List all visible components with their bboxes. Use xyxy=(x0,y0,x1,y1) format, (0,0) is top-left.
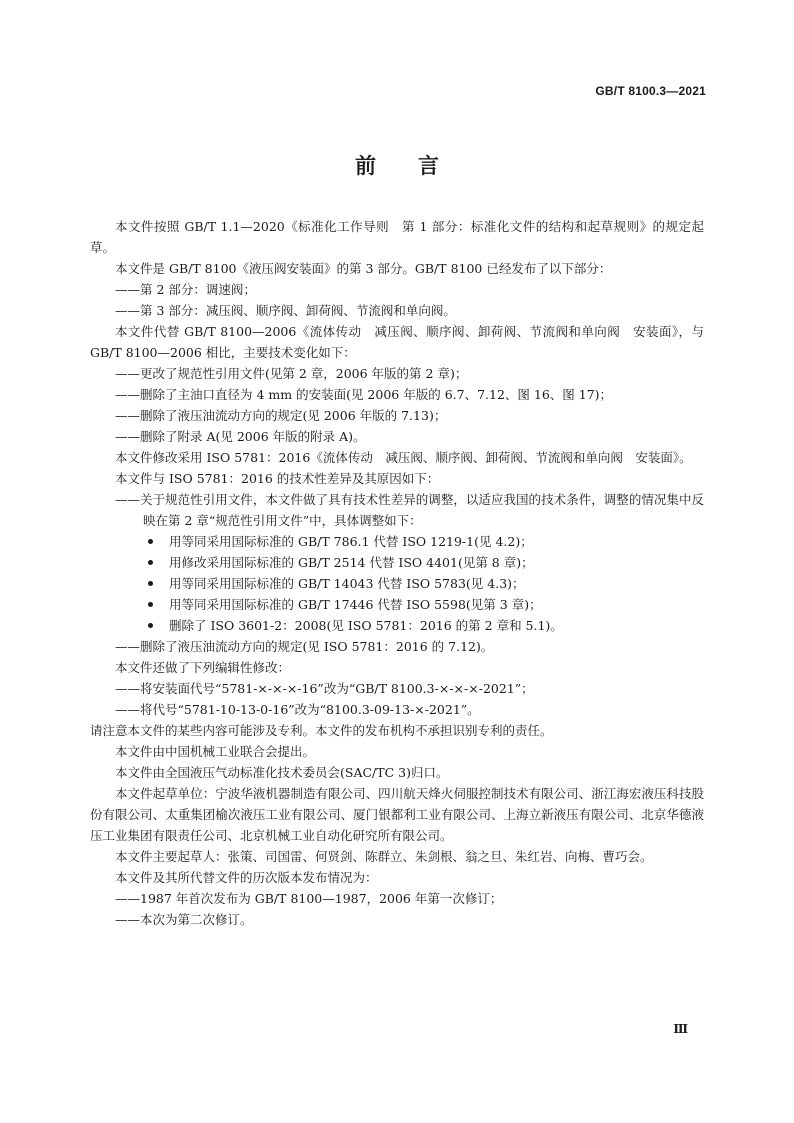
bullet-text: 用等同采用国际标准的 GB/T 17446 代替 ISO 5598(见第 3 章)； xyxy=(169,597,542,612)
paragraph-committee: 本文件由全国液压气动标准化技术委员会(SAC/TC 3)归口。 xyxy=(115,765,449,780)
bullet-icon xyxy=(148,539,153,544)
paragraph-proposer: 本文件由中国机械工业联合会提出。 xyxy=(115,744,316,759)
header-code: GB/T 8100.3—2021 xyxy=(595,84,706,98)
bullet-item xyxy=(90,552,704,573)
page-number: Ⅲ xyxy=(673,1022,688,1036)
list-item: ——本次为第二次修订。 xyxy=(115,912,253,927)
paragraph-patent-notice: 请注意本文件的某些内容可能涉及专利。本文件的发布机构不承担识别专利的责任。 xyxy=(90,723,553,738)
list-item: ——更改了规范性引用文件(见第 2 章，2006 年版的第 2 章)； xyxy=(115,366,468,381)
bullet-item xyxy=(90,573,704,594)
paragraph-drafters: 本文件主要起草人：张策、司国雷、何贤剑、陈群立、朱剑根、翁之旦、朱红岩、向梅、曹巧会。 xyxy=(115,849,653,864)
list-item: ——第 3 部分：减压阀、顺序阀、卸荷阀、节流阀和单向阀。 xyxy=(115,303,456,318)
list-item: ——1987 年首次发布为 GB/T 8100—1987，2006 年第一次修订； xyxy=(115,891,503,906)
list-item: ——第 2 部分：调速阀； xyxy=(115,282,256,297)
bullet-text: 用等同采用国际标准的 GB/T 14043 代替 ISO 5783(见 4.3)； xyxy=(169,576,525,591)
paragraph-drafting-units: 本文件起草单位：宁波华液机器制造有限公司、四川航天烽火伺服控制技术有限公司、浙江海宏液压科技股份有限公司、太重集团榆次液压工业有限公司、厦门银都利工业有限公司、上海立新液压有限公司、北京华德液压工业集团有限责任公司、北京机械工业自动化研究所有限公司。 xyxy=(90,786,704,843)
bullet-icon xyxy=(148,602,153,607)
paragraph-technical-differences: 本文件与 ISO 5781：2016 的技术性差异及其原因如下： xyxy=(115,471,440,486)
bullet-item xyxy=(90,594,704,615)
paragraph-replaces: 本文件代替 GB/T 8100—2006《流体传动 减压阀、顺序阀、卸荷阀、节流阀和单向阀 安装面》，与 GB/T 8100—2006 相比，主要技术变化如下： xyxy=(90,324,704,360)
list-item: ——关于规范性引用文件，本文件做了具有技术性差异的调整，以适应我国的技术条件，调整的情况集中反映在第 2 章“规范性引用文件”中，具体调整如下： xyxy=(115,492,704,528)
paragraph-editorial-changes: 本文件还做了下列编辑性修改： xyxy=(115,660,291,675)
paragraph-history: 本文件及其所代替文件的历次版本发布情况为： xyxy=(115,870,378,885)
list-item: ——删除了液压油流动方向的规定(见 ISO 5781：2016 的 7.12)。 xyxy=(115,639,494,654)
list-item: ——将安装面代号“5781-×-×-×-16”改为“GB/T 8100.3-×-×-×-2021”； xyxy=(115,681,534,696)
bullet-icon xyxy=(148,581,153,586)
list-item: ——删除了主油口直径为 4 mm 的安装面(见 2006 年版的 6.7、7.12、图 16、图 17)； xyxy=(115,387,613,402)
bullet-item xyxy=(90,531,704,552)
paragraph-part-info: 本文件是 GB/T 8100《液压阀安装面》的第 3 部分。GB/T 8100 已经发布了以下部分： xyxy=(115,261,612,276)
page-title: 前言 xyxy=(355,154,481,178)
bullet-text: 用修改采用国际标准的 GB/T 2514 代替 ISO 4401(见第 8 章)； xyxy=(169,555,534,570)
bullet-text: 删除了 ISO 3601-2：2008(见 ISO 5781：2016 的第 2 章和 5.1)。 xyxy=(169,618,563,633)
paragraph-iso-adoption: 本文件修改采用 ISO 5781：2016《流体传动 减压阀、顺序阀、卸荷阀、节流阀和单向阀 安装面》。 xyxy=(115,450,692,465)
bullet-item xyxy=(90,615,704,636)
list-item: ——删除了附录 A(见 2006 年版的附录 A)。 xyxy=(115,429,366,444)
bullet-icon xyxy=(148,623,153,628)
bullet-text: 用等同采用国际标准的 GB/T 786.1 代替 ISO 1219-1(见 4.2)； xyxy=(169,534,533,549)
list-item: ——将代号“5781-10-13-0-16”改为“8100.3-09-13-×-2021”。 xyxy=(115,702,480,717)
paragraph-drafting-rules: 本文件按照 GB/T 1.1—2020《标准化工作导则 第 1 部分：标准化文件的结构和起草规则》的规定起草。 xyxy=(90,219,704,255)
document-body xyxy=(90,216,704,930)
list-item: ——删除了液压油流动方向的规定(见 2006 年版的 7.13)； xyxy=(115,408,447,423)
bullet-icon xyxy=(148,560,153,565)
